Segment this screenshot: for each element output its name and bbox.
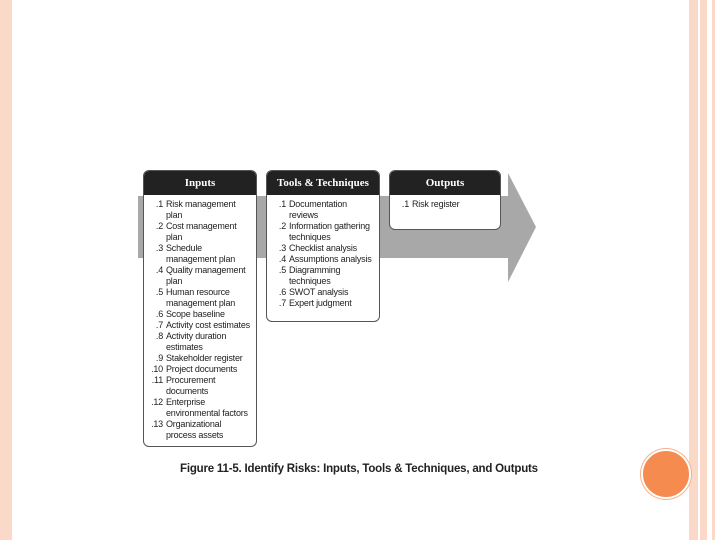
tools-item-text: SWOT analysis	[289, 287, 349, 297]
inputs-item	[148, 331, 252, 353]
inputs-item-number: .9	[155, 353, 163, 363]
slide-frame-right-stripe	[712, 0, 715, 540]
tools-item-number: .1	[278, 199, 286, 209]
inputs-item-text: Enterprise environmental factors	[166, 397, 248, 418]
tools-item-text: Information gathering techniques	[289, 221, 370, 242]
outputs-header: Outputs	[390, 171, 500, 195]
inputs-item-text: Activity cost estimates	[166, 320, 250, 330]
inputs-header: Inputs	[144, 171, 256, 195]
inputs-item-text: Project documents	[166, 364, 238, 374]
slide-frame-right-divider	[698, 0, 700, 540]
inputs-item	[148, 320, 252, 331]
inputs-item-number: .1	[155, 199, 163, 209]
inputs-item	[148, 243, 252, 265]
figure-caption: Figure 11-5. Identify Risks: Inputs, Tools & Techniques, and Outputs	[180, 463, 538, 475]
outputs-item-text: Risk register	[412, 199, 460, 209]
tools-list	[267, 195, 379, 313]
inputs-item	[148, 309, 252, 320]
tools-item-text: Checklist analysis	[289, 243, 357, 253]
inputs-item-number: .6	[155, 309, 163, 319]
inputs-item	[148, 287, 252, 309]
inputs-item-text: Cost management plan	[166, 221, 237, 242]
inputs-item	[148, 353, 252, 364]
inputs-item-text: Schedule management plan	[166, 243, 236, 264]
tools-item	[271, 287, 375, 298]
tools-item	[271, 298, 375, 309]
inputs-item-number: .4	[155, 265, 163, 275]
tools-item-number: .4	[278, 254, 286, 264]
inputs-item	[148, 397, 252, 419]
inputs-item-text: Human resource management plan	[166, 287, 236, 308]
inputs-item-number: .12	[151, 397, 163, 407]
tools-item-text: Diagramming techniques	[289, 265, 341, 286]
tools-item-number: .7	[278, 298, 286, 308]
inputs-item-text: Organizational process assets	[166, 419, 224, 440]
inputs-item	[148, 375, 252, 397]
inputs-item-number: .10	[151, 364, 163, 374]
inputs-list	[144, 195, 256, 445]
outputs-item	[394, 199, 496, 210]
inputs-item-number: .3	[155, 243, 163, 253]
inputs-item-number: .7	[155, 320, 163, 330]
inputs-box	[143, 170, 257, 447]
inputs-item	[148, 419, 252, 441]
outputs-item-number: .1	[401, 199, 409, 209]
tools-item-number: .5	[278, 265, 286, 275]
tools-item-text: Documentation reviews	[289, 199, 347, 220]
tools-item	[271, 221, 375, 243]
inputs-item-text: Procurement documents	[166, 375, 216, 396]
inputs-item-text: Stakeholder register	[166, 353, 243, 363]
inputs-item	[148, 364, 252, 375]
inputs-item-text: Quality management plan	[166, 265, 246, 286]
slide-frame-left	[0, 0, 12, 540]
tools-item	[271, 254, 375, 265]
inputs-item	[148, 221, 252, 243]
outputs-box	[389, 170, 501, 230]
tools-header: Tools & Techniques	[267, 171, 379, 195]
inputs-item-text: Risk management plan	[166, 199, 236, 220]
tools-item	[271, 265, 375, 287]
tools-item-text: Assumptions analysis	[289, 254, 372, 264]
tools-box	[266, 170, 380, 322]
tools-item-text: Expert judgment	[289, 298, 352, 308]
tools-item	[271, 243, 375, 254]
inputs-item-number: .5	[155, 287, 163, 297]
inputs-item-number: .11	[151, 375, 163, 385]
tools-item-number: .3	[278, 243, 286, 253]
itto-diagram	[138, 168, 538, 478]
inputs-item-text: Activity duration estimates	[166, 331, 227, 352]
inputs-item-number: .8	[155, 331, 163, 341]
inputs-item	[148, 265, 252, 287]
slide-accent-dot	[641, 449, 691, 499]
tools-item	[271, 199, 375, 221]
tools-item-number: .6	[278, 287, 286, 297]
inputs-item-number: .2	[155, 221, 163, 231]
tools-item-number: .2	[278, 221, 286, 231]
inputs-item	[148, 199, 252, 221]
outputs-list	[390, 195, 500, 214]
inputs-item-number: .13	[151, 419, 163, 429]
inputs-item-text: Scope baseline	[166, 309, 225, 319]
